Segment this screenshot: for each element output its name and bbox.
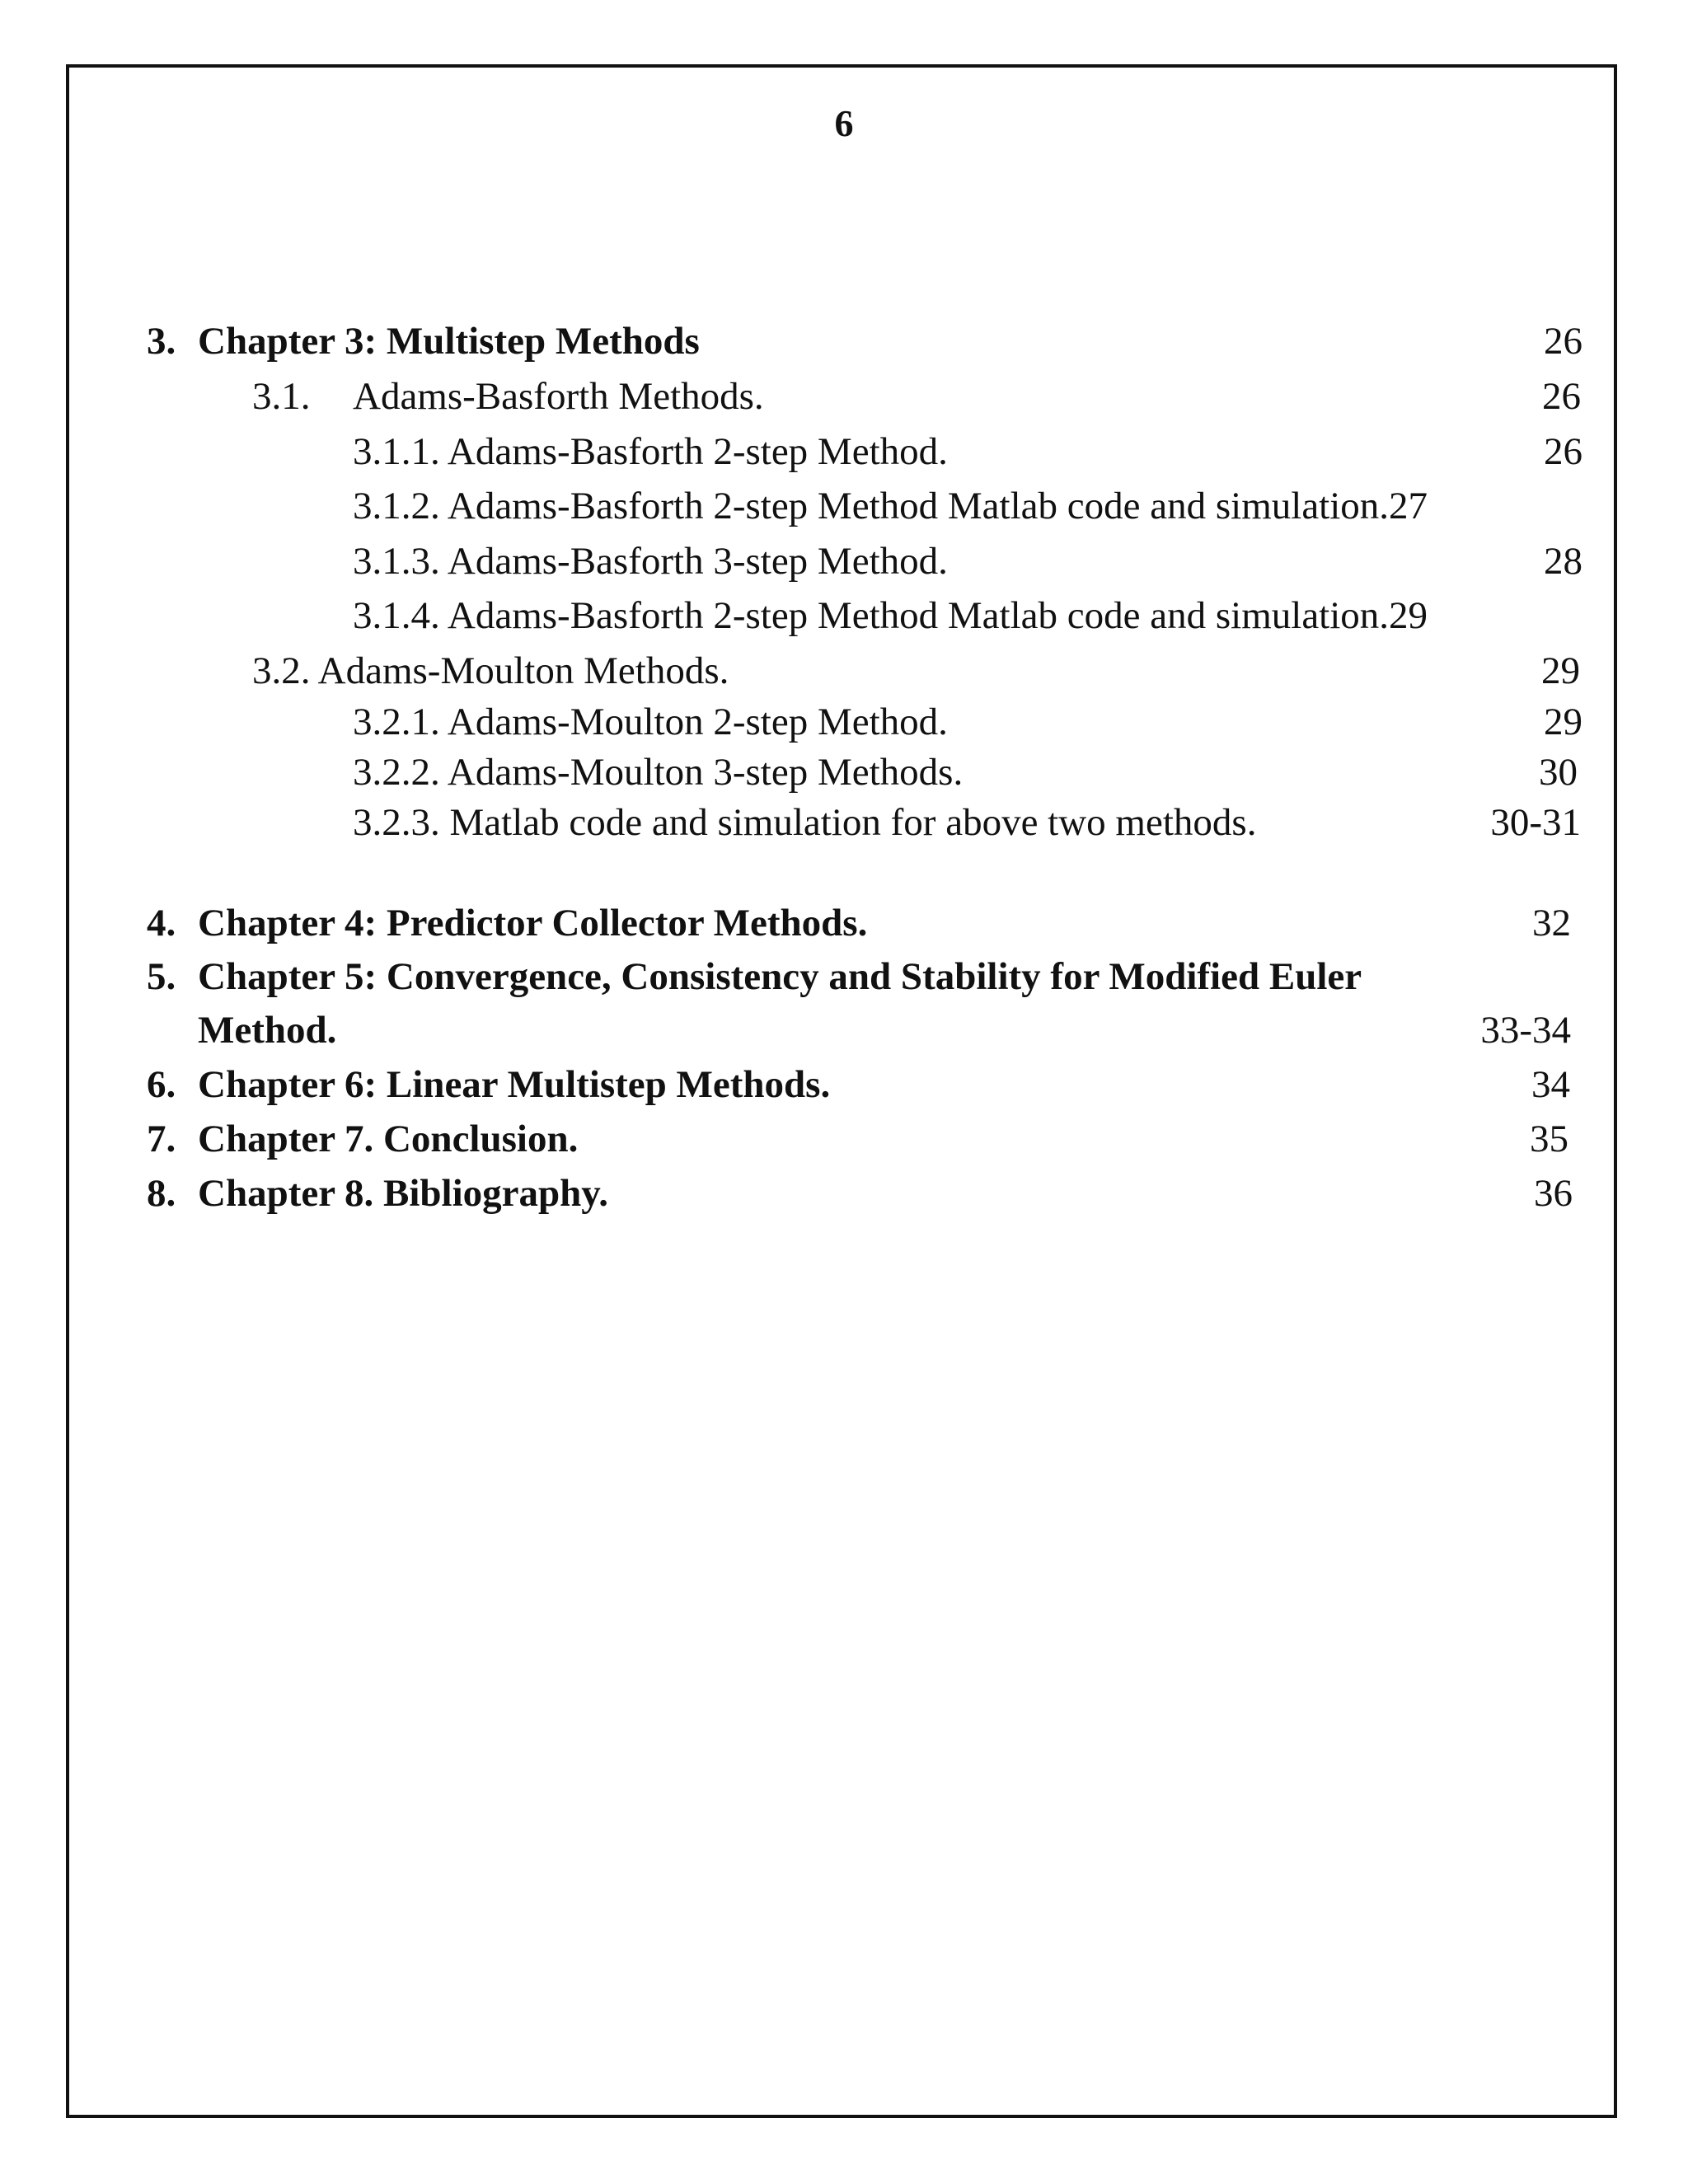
toc-chapter-5-page: 33-34 <box>1480 1009 1571 1052</box>
toc-section-3-2-1: 3.2.1. Adams-Moulton 2-step Method. <box>353 701 948 743</box>
toc-chapter-8-number: 8. <box>147 1172 176 1215</box>
page-number: 6 <box>834 102 854 144</box>
toc-section-3-2-3-page: 30-31 <box>1490 801 1581 844</box>
toc-chapter-8-title: Chapter 8. Bibliography. <box>198 1172 608 1215</box>
toc-section-3-1 <box>252 372 764 421</box>
toc-section-3-2-2: 3.2.2. Adams-Moulton 3-step Methods. <box>353 751 964 794</box>
toc-section-3-1-number: 3.1. <box>252 375 311 418</box>
toc-section-3-1-1: 3.1.1. Adams-Basforth 2-step Method. <box>353 430 948 473</box>
toc-section-3-1-4: 3.1.4. Adams-Basforth 2-step Method Matlab code and simulation.29 <box>353 594 1428 637</box>
toc-chapter-5-title-line-2: Method. <box>198 1009 337 1052</box>
toc-chapter-6 <box>147 1060 831 1109</box>
toc-chapter-4 <box>147 898 868 948</box>
toc-section-3-1-3: 3.1.3. Adams-Basforth 3-step Method. <box>353 540 948 583</box>
toc-chapter-3-title: Chapter 3: Multistep Methods <box>198 320 700 363</box>
toc-section-3-1-page: 26 <box>1542 375 1581 418</box>
toc-section-3-2-2-page: 30 <box>1539 751 1578 794</box>
toc-chapter-4-page: 32 <box>1532 902 1571 944</box>
toc-chapter-7-page: 35 <box>1530 1118 1568 1160</box>
toc-section-3-1-title: Adams-Basforth Methods. <box>353 375 764 418</box>
toc-chapter-4-number: 4. <box>147 902 176 944</box>
toc-chapter-3-number: 3. <box>147 320 176 363</box>
toc-chapter-5-title-line-1: Chapter 5: Convergence, Consistency and Stability for Modified Euler <box>198 955 1362 998</box>
toc-chapter-6-number: 6. <box>147 1063 176 1106</box>
toc-chapter-8 <box>147 1169 608 1218</box>
toc-chapter-8-page: 36 <box>1534 1172 1573 1215</box>
toc-chapter-7 <box>147 1114 579 1164</box>
toc-section-3-1-2: 3.1.2. Adams-Basforth 2-step Method Matlab code and simulation.27 <box>353 485 1428 527</box>
toc-chapter-5-number: 5. <box>147 955 176 998</box>
toc-section-3-2-1-page: 29 <box>1544 701 1582 743</box>
toc-section-3-1-1-page: 26 <box>1544 430 1582 473</box>
toc-section-3-2: 3.2. Adams-Moulton Methods. <box>252 649 729 692</box>
toc-section-3-2-3: 3.2.3. Matlab code and simulation for above two methods. <box>353 801 1257 844</box>
toc-section-3-2-page: 29 <box>1541 649 1580 692</box>
toc-chapter-7-number: 7. <box>147 1118 176 1160</box>
toc-chapter-7-title: Chapter 7. Conclusion. <box>198 1118 579 1160</box>
toc-chapter-5 <box>147 952 1362 1001</box>
toc-chapter-6-page: 34 <box>1531 1063 1570 1106</box>
toc-section-3-1-3-page: 28 <box>1544 540 1582 583</box>
toc-chapter-3-page: 26 <box>1544 320 1582 363</box>
toc-chapter-6-title: Chapter 6: Linear Multistep Methods. <box>198 1063 831 1106</box>
toc-chapter-4-title: Chapter 4: Predictor Collector Methods. <box>198 902 868 944</box>
toc-chapter-3 <box>147 316 700 366</box>
